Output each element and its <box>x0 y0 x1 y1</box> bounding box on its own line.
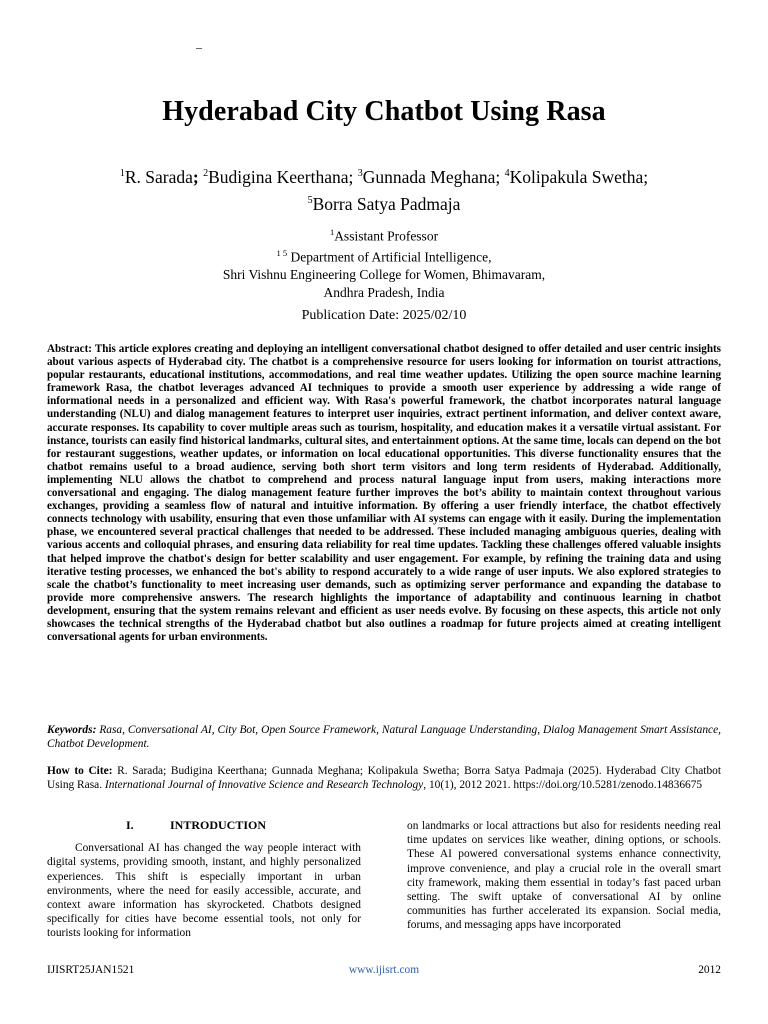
affiliation <box>40 224 728 301</box>
affiliation-line-1: $^1$Assistant Professor <box>329 227 439 244</box>
paper-title: Hyderabad City Chatbot Using Rasa <box>162 96 606 127</box>
author-3: Gunnada Meghana; <box>362 166 501 187</box>
author-3-index: 3 <box>357 168 363 179</box>
author-1: R. Sarada <box>124 166 193 187</box>
section-number: I. <box>126 818 134 832</box>
affiliation-line-3: Shri Vishnu Engineering College for Women, Bhimavaram, <box>222 267 546 282</box>
header-dash: – <box>196 40 202 54</box>
citation-doi[interactable]: , 10(1), 2012 2021. https://doi.org/10.5281/zenodo.14836675 <box>423 779 703 791</box>
body-column-right <box>407 819 721 933</box>
abstract-text: This article explores creating and deploying an intelligent conversational chatbot designed to offer detailed and user centric insights about various aspects of Hyderabad city. The chatbot is a comprehensive resource for users looking for information on tourist attractions, popular restaurants, educational institutions, accommodations, and real time weather updates. Utilizing the open source machine learning framework Rasa, the chatbot leverages advanced AI techniques to provide a smooth user experience by addressing a wide range of informational needs in a personalized and efficient way. With Rasa's powerful framework, the chatbot incorporates natural language understanding (NLU) and dialog management features to interpret user inquiries, extract pertinent information, and deliver context aware, accurate responses. Its capability to cover multiple areas such as tourism, hospitality, and education makes it a versatile virtual assistant. For instance, tourists can easily find historical landmarks, cultural sites, and entertainment options. At the same time, locals can depend on the bot for restaurant suggestions, weather updates, or information on local educational opportunities. This diverse functionality ensures that the chatbot remains useful to a broad audience, serving both short term visitors and long term residents of Hyderabad. Additionally, implementing NLU allows the chatbot to comprehend and process natural language input from users, making interactions more conversational and engaging. The dialog management feature further improves the bot’s ability to maintain context throughout various exchanges, providing a seamless flow of natural and intuitive information. By offering a user friendly interface, the chatbot effectively connects technology with usability, ensuring that even those unfamiliar with AI systems can engage with it easily. During the implementation phase, we encountered several practical challenges that needed to be addressed. These included managing ambiguous queries, dealing with various accents and colloquial phrases, and ensuring data reliability for real time updates. Tackling these challenges offered valuable insights that helped improve the chatbot's design for better scalability and user engagement. For example, by refining the training data and using iterative testing processes, we enhanced the bot's ability to respond accurately to a wide range of user inputs. We also explored strategies to scale the chatbot’s functionality to meet increasing user demands, such as optimizing server performance and expanding the database to provide more comprehensive answers. The research highlights the importance of adaptability and continuous learning in chatbot development, ensuring that the system remains relevant and efficient as user needs evolve. By focusing on these aspects, this article not only showcases the technical strengths of the Hyderabad chatbot but also outlines a roadmap for future projects aimed at creating intelligent conversational agents for urban environments. <box>47 343 721 644</box>
publication-date: Publication Date: 2025/02/10 <box>301 308 467 323</box>
author-4-index: 4 <box>504 168 510 179</box>
abstract-label: Abstract: <box>47 343 92 355</box>
intro-paragraph-right: on landmarks or local attractions but also for residents needing real time updates on services like weather, dining options, or schools. These AI powered conversational systems enhance connectivity, improve convenience, and play a crucial role in the overall smart city framework, making them essential in today’s fast paced urban setting. The swift uptake of conversational AI by online communities has further accelerated its expansion. Social media, forums, and messaging apps have incorporated <box>407 820 721 932</box>
author-list: $^1$R. Sarada; $^2$Budigina Keerthana; $^3$Gunnada Meghana; $^4$Kolipakula Swetha; $^5$Borra Satya Padmaja <box>119 166 649 214</box>
author-5: Borra Satya Padmaja <box>312 193 461 214</box>
keywords-label: Keywords: <box>47 724 97 736</box>
abstract <box>47 343 721 644</box>
citation-journal: International Journal of Innovative Science and Research Technology <box>104 779 424 791</box>
author-4: Kolipakula Swetha; <box>509 166 649 187</box>
author-2: Budigina Keerthana; <box>208 166 354 187</box>
intro-paragraph-left: Conversational AI has changed the way people interact with digital systems, providing smooth, instant, and highly personalized experiences. This shift is especially important in urban environments, where the need for easily accessible, accurate, and context aware information has skyrocketed. Chatbots designed specifically for cities have become essential tools, not only for tourists looking for information <box>47 842 361 940</box>
footer-page-number: 2012 <box>698 964 721 976</box>
author-1-index: 1 <box>119 168 125 179</box>
body-column-left <box>47 818 361 941</box>
section-title: INTRODUCTION <box>170 818 267 832</box>
how-to-cite-label: How to Cite: <box>47 765 113 777</box>
how-to-cite <box>47 764 721 792</box>
section-heading <box>47 818 361 832</box>
affiliation-line-4: Andhra Pradesh, India <box>323 284 445 300</box>
footer-paper-id: IJISRT25JAN1521 <box>47 964 135 976</box>
keywords <box>47 723 721 751</box>
affiliation-line-2: $^{1 5}$ Department of Artificial Intelligence, <box>276 248 492 265</box>
footer-website-link[interactable]: www.ijisrt.com <box>348 964 420 976</box>
citation-text: R. Sarada; Budigina Keerthana; Gunnada Meghana; Kolipakula Swetha; Borra Satya Padmaja (2025). Hyderabad City Chatbot Using Rasa. <box>47 765 722 791</box>
author-5-index: 5 <box>307 194 313 206</box>
author-2-index: 2 <box>203 168 209 179</box>
keywords-text: Rasa, Conversational AI, City Bot, Open Source Framework, Natural Language Understanding, Dialog Management Smart Assistance, Chatbot Development. <box>47 724 721 750</box>
